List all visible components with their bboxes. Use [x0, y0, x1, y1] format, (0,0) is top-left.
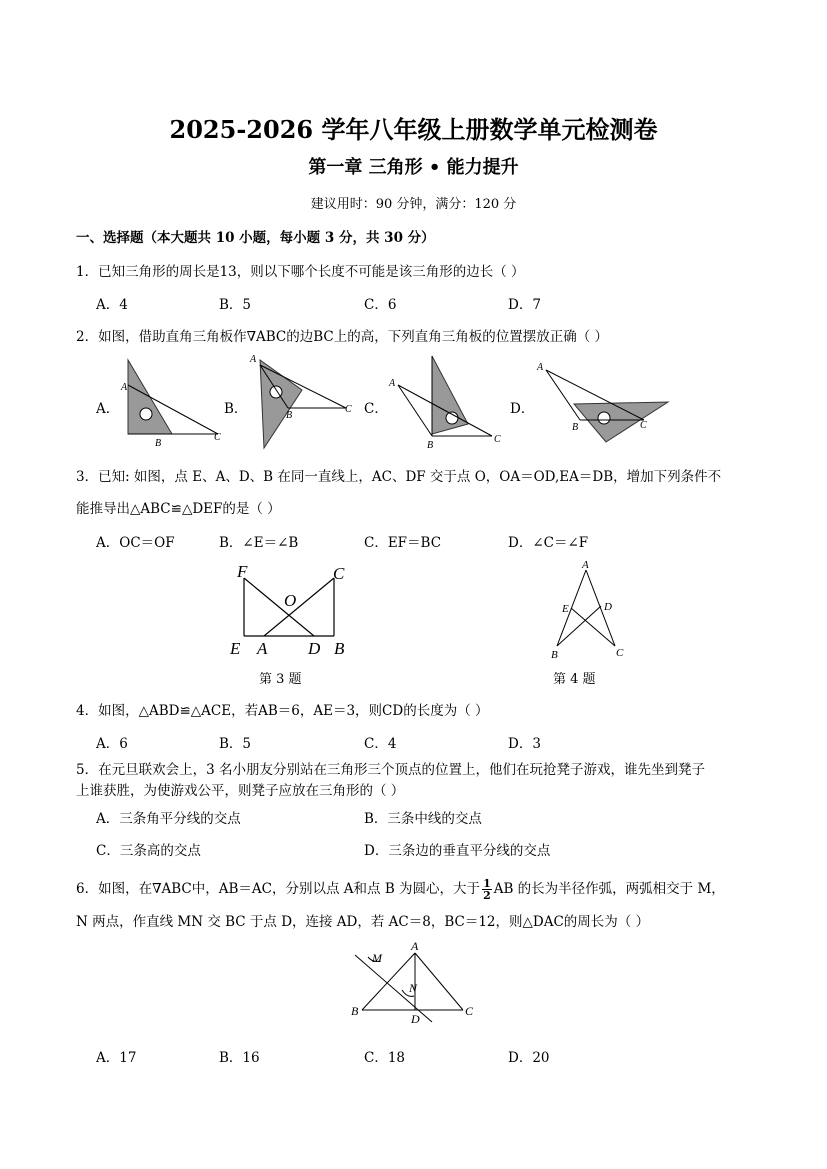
q4-label-e: E	[562, 603, 569, 615]
q5-option-b: B．三条中线的交点	[364, 811, 482, 827]
q6-fraction	[482, 878, 492, 901]
q2a-label-c: C	[214, 432, 221, 443]
question-5-line-2: 上谁获胜，为使游戏公平，则凳子应放在三角形的（ ）	[76, 783, 405, 799]
q4-label-a: A	[582, 559, 589, 571]
q3-option-b: B．∠E＝∠B	[219, 535, 299, 551]
q2-option-c: C．	[364, 401, 388, 417]
q3-option-c: C．EF＝BC	[364, 535, 442, 551]
q2d-label-b: B	[572, 422, 579, 433]
q4-caption: 第 4 题	[553, 672, 596, 687]
q6-label-n: N	[409, 981, 418, 995]
section-title: 一、选择题（本大题共 10 小题，每小题 3 分，共 30 分）	[76, 230, 435, 246]
q1-option-d: D．7	[508, 297, 541, 313]
q1-option-c: C．6	[364, 297, 397, 313]
q2c-label-b: B	[427, 440, 434, 451]
q2-figure-d	[536, 362, 668, 442]
q6-option-d: D．20	[508, 1050, 550, 1066]
q2a-label-b: B	[155, 438, 162, 449]
q3-label-a: A	[257, 639, 268, 658]
question-2: 2．如图，借助直角三角板作∇ABC的边BC上的高，下列直角三角板的位置摆放正确（ ）	[76, 329, 609, 345]
q3-label-b: B	[334, 639, 345, 658]
q3-label-e: E	[230, 639, 241, 658]
q2d-label-a: A	[537, 362, 544, 373]
q6-frac-num: 1	[483, 877, 491, 890]
q4-option-d: D．3	[508, 736, 541, 752]
q4-figure	[551, 559, 624, 661]
q4-option-a: A．6	[96, 736, 128, 752]
q1-option-a: A．4	[96, 297, 128, 313]
q6-text-a: 6．如图，在∇ABC中，AB＝AC，分别以点 A和点 B 为圆心，大于	[76, 881, 481, 897]
q4-label-c: C	[616, 647, 624, 659]
q2b-label-c: C	[345, 404, 352, 415]
q6-label-d: D	[411, 1012, 420, 1026]
q6-label-b: B	[351, 1004, 359, 1018]
q3-caption: 第 3 题	[259, 672, 302, 687]
q3-option-a: A．OC＝OF	[96, 535, 175, 551]
q6-text-b: AB 的长为半径作弧，两弧相交于 M，	[493, 881, 725, 897]
question-4: 4．如图，△ABD≌△ACE，若AB＝6，AE＝3，则CD的长度为（ ）	[76, 703, 489, 719]
q2c-label-c: C	[494, 434, 501, 445]
q2-option-b: B．	[224, 401, 248, 417]
q3-figure	[229, 562, 345, 658]
q2d-label-c: C	[640, 420, 647, 431]
q4-option-b: B．5	[219, 736, 252, 752]
q4-option-c: C．4	[364, 736, 397, 752]
q6-label-a: A	[411, 939, 419, 953]
q3-label-d: D	[308, 639, 321, 658]
q2a-label-a: A	[121, 382, 128, 393]
q6-option-a: A．17	[96, 1050, 137, 1066]
page-title: 2025-2026 学年八年级上册数学单元检测卷	[169, 115, 658, 144]
q6-label-c: C	[465, 1004, 474, 1018]
q2-option-a: A．	[96, 401, 120, 417]
q5-option-a: A．三条角平分线的交点	[96, 811, 241, 827]
q6-figure	[351, 939, 474, 1026]
question-6-line-2: N 两点，作直线 MN 交 BC 于点 D，连接 AD，若 AC＝8，BC＝12，则△DAC的周长为（ ）	[76, 914, 650, 930]
q2-figure-b	[249, 354, 352, 448]
q4-label-d: D	[604, 601, 612, 613]
q6-option-c: C．18	[364, 1050, 406, 1066]
question-1: 1．已知三角形的周长是13，则以下哪个长度不可能是该三角形的边长（ ）	[76, 264, 525, 280]
exam-meta: 建议用时：90 分钟，满分：120 分	[310, 197, 517, 212]
q2c-label-a: A	[389, 378, 396, 389]
page-subtitle: 第一章 三角形 • 能力提升	[308, 157, 519, 178]
q6-label-m: M	[372, 951, 382, 965]
q2-figure-a	[120, 360, 221, 449]
q2-option-d: D．	[510, 401, 535, 417]
q5-option-c: C．三条高的交点	[96, 843, 201, 859]
q3-label-o: O	[284, 591, 297, 610]
q6-option-b: B．16	[219, 1050, 260, 1066]
q5-option-d: D．三条边的垂直平分线的交点	[364, 843, 551, 859]
q3-label-c: C	[333, 564, 345, 583]
q2b-label-a: A	[250, 354, 257, 365]
q2b-label-b: B	[286, 410, 293, 421]
question-5-line-1: 5．在元旦联欢会上，3 名小朋友分别站在三角形三个顶点的位置上，他们在玩抢凳子游戏，谁先坐到凳子	[76, 762, 705, 778]
q4-label-b: B	[551, 649, 558, 661]
q3-label-f: F	[237, 562, 248, 581]
q3-option-d: D．∠C＝∠F	[508, 535, 589, 551]
q6-frac-den: 2	[483, 889, 491, 902]
question-6-line-1	[76, 877, 725, 901]
q1-option-b: B．5	[219, 297, 252, 313]
q2-figure-c	[388, 356, 501, 451]
question-3-line-2: 能推导出△ABC≌△DEF的是（ ）	[76, 501, 281, 517]
question-3-line-1: 3．已知: 如图，点 E、A、D、B 在同一直线上，AC、DF 交于点 O，OA＝OD,EA＝DB，增加下列条件不	[76, 469, 722, 485]
